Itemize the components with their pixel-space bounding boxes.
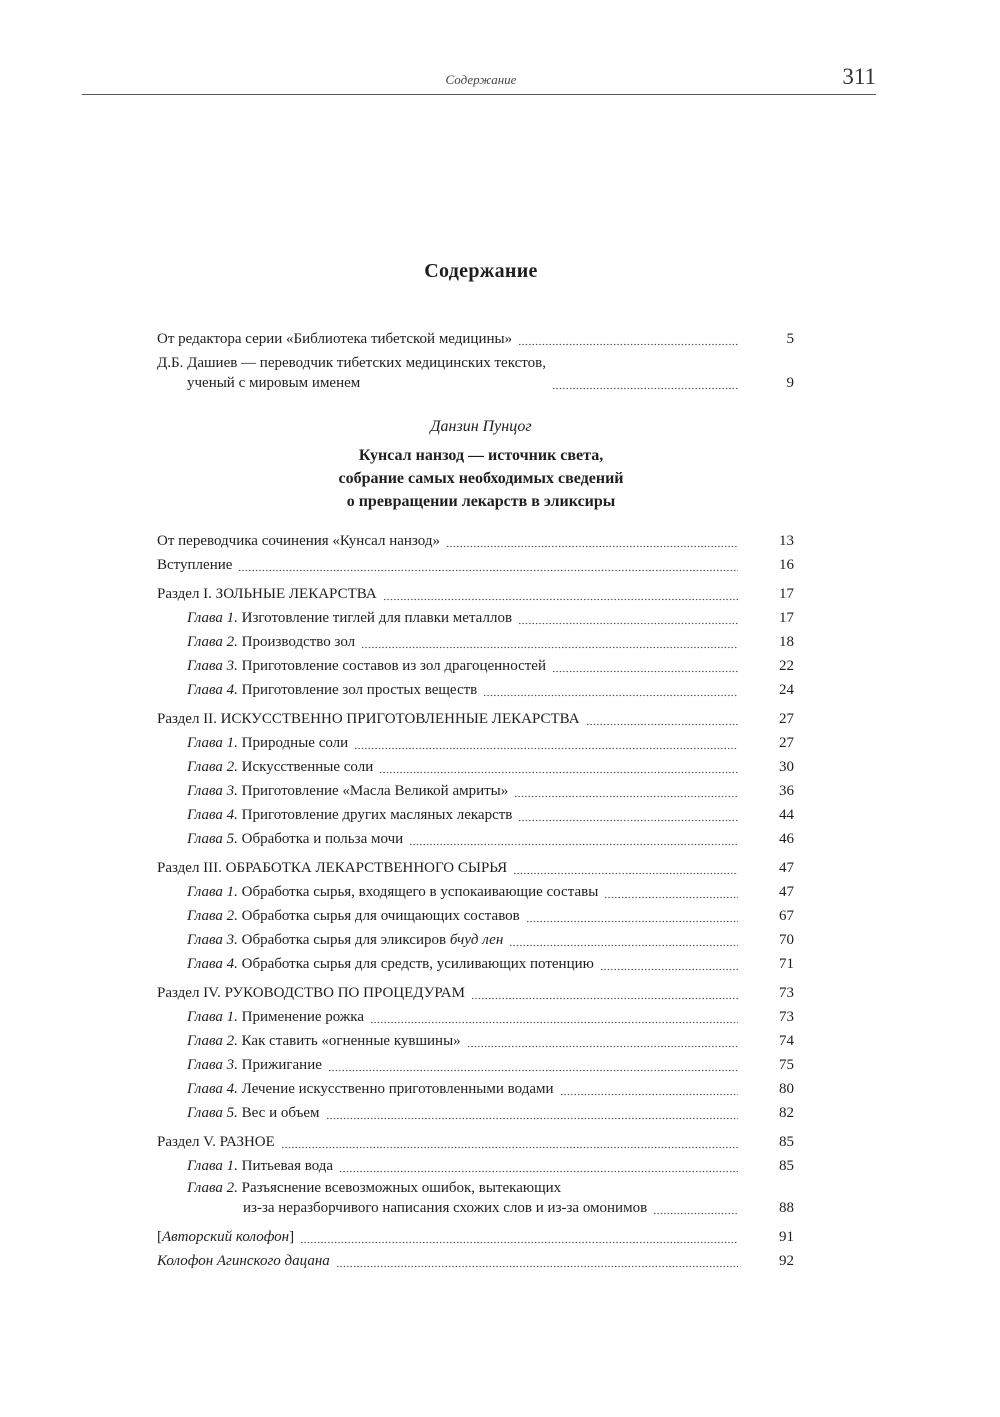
dot-leader <box>653 1201 738 1215</box>
toc-chapter[interactable] <box>157 1152 794 1176</box>
dot-leader <box>526 909 738 923</box>
entry-page: 44 <box>779 807 794 823</box>
toc-chapter[interactable] <box>157 652 794 676</box>
toc-chapter[interactable] <box>157 1051 794 1075</box>
entry-page: 30 <box>779 759 794 775</box>
page-number: 311 <box>842 64 876 89</box>
entry-page: 71 <box>779 956 794 972</box>
chapter-text: Изготовление тиглей для плавки металлов <box>237 610 513 626</box>
dot-leader <box>552 376 738 390</box>
entry-page: 47 <box>779 860 794 876</box>
toc-entry[interactable] <box>157 353 794 393</box>
toc-title: Содержание <box>424 260 538 282</box>
dot-leader <box>518 332 738 346</box>
toc-chapter[interactable] <box>157 729 794 753</box>
chapter-label: Глава 3. <box>187 658 238 674</box>
dot-leader <box>383 587 738 601</box>
dot-leader <box>281 1135 738 1149</box>
toc-chapter[interactable] <box>157 676 794 700</box>
entry-page: 73 <box>779 1009 794 1025</box>
dot-leader <box>471 986 738 1000</box>
dot-leader <box>409 832 738 846</box>
entry-page: 5 <box>786 331 794 347</box>
chapter-label: Глава 2. <box>187 1033 238 1049</box>
toc-chapter[interactable] <box>157 777 794 801</box>
chapter-text: Обработка сырья, входящего в успокаивающие составы <box>237 884 599 900</box>
entry-page: 88 <box>779 1200 794 1216</box>
chapter-text: Лечение искусственно приготовленными водами <box>237 1081 554 1097</box>
dot-leader <box>370 1010 738 1024</box>
toc-section[interactable] <box>157 979 794 1003</box>
entry-page: 36 <box>779 783 794 799</box>
toc-entry[interactable] <box>157 1223 794 1247</box>
dot-leader <box>339 1159 738 1173</box>
running-header <box>0 64 1000 94</box>
toc-chapter[interactable] <box>157 1178 794 1218</box>
chapter-label: Глава 4. <box>187 956 238 972</box>
bracket-open: [ <box>157 1229 162 1245</box>
chapter-text: Вес и объем <box>237 1105 320 1121</box>
work-title-line: собрание самых необходимых сведений <box>338 470 624 487</box>
section-text: Раздел V. РАЗНОЕ <box>157 1134 275 1150</box>
chapter-label: Глава 2. <box>187 908 238 924</box>
dot-leader <box>300 1230 738 1244</box>
toc-chapter[interactable] <box>157 926 794 950</box>
entry-page: 82 <box>779 1105 794 1121</box>
chapter-label: Глава 4. <box>187 682 238 698</box>
dot-leader <box>328 1058 738 1072</box>
entry-text-line1: Д.Б. Дашиев — переводчик тибетских медицинских текстов, <box>157 355 546 371</box>
chapter-label: Глава 4. <box>187 1081 238 1097</box>
entry-page: 46 <box>779 831 794 847</box>
chapter-text-line2: из-за неразборчивого написания схожих слов и из-за омонимов <box>243 1200 648 1216</box>
entry-page: 18 <box>779 634 794 650</box>
entry-page: 47 <box>779 884 794 900</box>
chapter-text: Приготовление «Масла Великой амриты» <box>237 783 509 799</box>
chapter-text: Разъяснение всевозможных ошибок, вытекающих <box>237 1180 562 1196</box>
entry-page: 85 <box>779 1158 794 1174</box>
chapter-text: Питьевая вода <box>237 1158 334 1174</box>
chapter-label: Глава 3. <box>187 783 238 799</box>
entry-text: От редактора серии «Библиотека тибетской медицины» <box>157 331 513 347</box>
toc-chapter[interactable] <box>157 1075 794 1099</box>
dot-leader <box>586 712 738 726</box>
toc-chapter[interactable] <box>157 878 794 902</box>
chapter-label: Глава 1. <box>187 884 238 900</box>
chapter-text: Приготовление зол простых веществ <box>237 682 478 698</box>
chapter-text: Обработка сырья для средств, усиливающих потенцию <box>237 956 594 972</box>
entry-page: 67 <box>779 908 794 924</box>
entry-page: 16 <box>779 557 794 573</box>
entry-text: От переводчика сочинения «Кунсал нанзод» <box>157 533 440 549</box>
chapter-text: Приготовление других масляных лекарств <box>237 807 513 823</box>
entry-text-italic: Колофон Агинского дацана <box>157 1253 330 1269</box>
dot-leader <box>509 933 738 947</box>
bracket-close: ] <box>289 1229 295 1245</box>
entry-page: 13 <box>779 533 794 549</box>
toc-list <box>157 527 794 1271</box>
toc-entry[interactable] <box>157 1247 794 1271</box>
entry-page: 92 <box>779 1253 794 1269</box>
dot-leader <box>354 736 738 750</box>
entry-page: 85 <box>779 1134 794 1150</box>
entry-page: 17 <box>779 610 794 626</box>
dot-leader <box>552 659 738 673</box>
entry-page: 27 <box>779 711 794 727</box>
chapter-label: Глава 5. <box>187 831 238 847</box>
entry-text-line2: ученый с мировым именем <box>187 375 361 391</box>
dot-leader <box>600 957 738 971</box>
chapter-label: Глава 1. <box>187 735 238 751</box>
entry-page: 73 <box>779 985 794 1001</box>
dot-leader <box>518 611 738 625</box>
section-text: Раздел I. ЗОЛЬНЫЕ ЛЕКАРСТВА <box>157 586 377 602</box>
chapter-label: Глава 4. <box>187 807 238 823</box>
dot-leader <box>446 534 738 548</box>
chapter-text: Обработка сырья для эликсиров <box>237 932 450 948</box>
dot-leader <box>326 1106 738 1120</box>
dot-leader <box>483 683 738 697</box>
header-rule <box>82 94 876 95</box>
entry-page: 91 <box>779 1229 794 1245</box>
chapter-label: Глава 2. <box>187 634 238 650</box>
entry-page: 22 <box>779 658 794 674</box>
section-text: Раздел IV. РУКОВОДСТВО ПО ПРОЦЕДУРАМ <box>157 985 465 1001</box>
chapter-text: Производство зол <box>237 634 356 650</box>
dot-leader <box>513 861 738 875</box>
entry-text: Вступление <box>157 557 233 573</box>
chapter-text-block <box>187 1178 647 1218</box>
entry-page: 27 <box>779 735 794 751</box>
toc-entry[interactable] <box>157 527 794 551</box>
chapter-text: Прижигание <box>237 1057 322 1073</box>
chapter-text: Приготовление составов из зол драгоценностей <box>237 658 546 674</box>
front-matter <box>157 325 794 393</box>
entry-text-block <box>157 353 546 393</box>
dot-leader <box>604 885 738 899</box>
chapter-label: Глава 1. <box>187 610 238 626</box>
entry-page: 24 <box>779 682 794 698</box>
toc-section[interactable] <box>157 705 794 729</box>
chapter-text: Природные соли <box>237 735 349 751</box>
dot-leader <box>379 760 738 774</box>
dot-leader <box>336 1254 738 1268</box>
chapter-label: Глава 5. <box>187 1105 238 1121</box>
dot-leader <box>514 784 738 798</box>
entry-page: 74 <box>779 1033 794 1049</box>
toc-chapter[interactable] <box>157 801 794 825</box>
work-title-line: Кунсал нанзод — источник света, <box>358 447 604 464</box>
toc-section[interactable] <box>157 854 794 878</box>
running-title: Содержание <box>445 72 517 87</box>
toc-section[interactable] <box>157 580 794 604</box>
chapter-text-italic: бчуд лен <box>449 932 504 948</box>
entry-text-italic: Авторский колофон <box>162 1229 290 1245</box>
dot-leader <box>238 558 738 572</box>
dot-leader <box>361 635 738 649</box>
section-text: Раздел II. ИСКУССТВЕННО ПРИГОТОВЛЕННЫЕ ЛЕКАРСТВА <box>157 711 580 727</box>
toc-chapter[interactable] <box>157 604 794 628</box>
toc-chapter[interactable] <box>157 753 794 777</box>
dot-leader <box>560 1082 738 1096</box>
toc-chapter[interactable] <box>157 1027 794 1051</box>
chapter-text: Применение рожка <box>237 1009 364 1025</box>
chapter-label: Глава 3. <box>187 932 238 948</box>
chapter-text: Обработка сырья для очищающих составов <box>237 908 520 924</box>
work-title <box>0 444 962 513</box>
chapter-text: Искусственные соли <box>237 759 374 775</box>
work-title-line: о превращении лекарств в эликсиры <box>346 493 616 510</box>
dot-leader <box>518 808 738 822</box>
chapter-label: Глава 2. <box>187 759 238 775</box>
toc-entry[interactable] <box>157 325 794 349</box>
toc-entry[interactable] <box>157 551 794 575</box>
work-author: Данзин Пунцог <box>430 418 532 435</box>
entry-page: 9 <box>786 375 794 391</box>
entry-page: 70 <box>779 932 794 948</box>
toc-chapter[interactable] <box>157 1003 794 1027</box>
chapter-label: Глава 1. <box>187 1009 238 1025</box>
entry-page: 17 <box>779 586 794 602</box>
work-heading <box>0 418 962 513</box>
entry-page: 75 <box>779 1057 794 1073</box>
toc-chapter[interactable] <box>157 950 794 974</box>
chapter-text: Обработка и польза мочи <box>237 831 404 847</box>
toc-section[interactable] <box>157 1128 794 1152</box>
toc-chapter[interactable] <box>157 628 794 652</box>
chapter-label: Глава 2. <box>187 1180 238 1196</box>
chapter-label: Глава 1. <box>187 1158 238 1174</box>
toc-chapter[interactable] <box>157 825 794 849</box>
section-text: Раздел III. ОБРАБОТКА ЛЕКАРСТВЕННОГО СЫРЬЯ <box>157 860 508 876</box>
toc-chapter[interactable] <box>157 1099 794 1123</box>
chapter-text: Как ставить «огненные кувшины» <box>237 1033 461 1049</box>
toc-chapter[interactable] <box>157 902 794 926</box>
chapter-label: Глава 3. <box>187 1057 238 1073</box>
dot-leader <box>467 1034 738 1048</box>
entry-page: 80 <box>779 1081 794 1097</box>
